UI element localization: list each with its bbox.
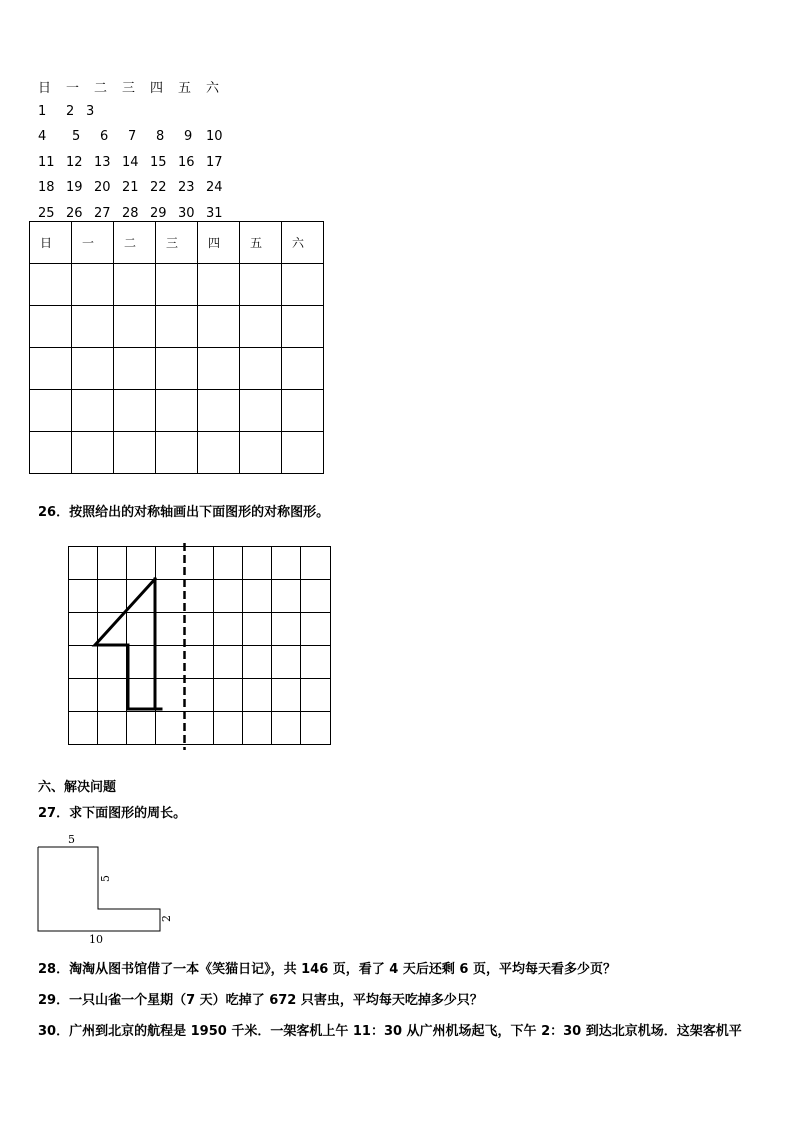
question-text: 求下面图形的周长。 xyxy=(69,806,187,821)
calendar-day: 2 xyxy=(66,104,75,119)
calendar-blank-row xyxy=(30,348,324,390)
header-cell: 一 xyxy=(72,222,114,264)
question-text: 按照给出的对称轴画出下面图形的对称图形。 xyxy=(69,505,330,520)
weekday-sun: 日 xyxy=(38,81,52,96)
blank-cell xyxy=(72,348,114,390)
calendar-day: 5 xyxy=(72,129,81,144)
question-number: 27． xyxy=(38,806,70,821)
blank-cell xyxy=(114,348,156,390)
blank-cell xyxy=(198,432,240,474)
weekday-sat: 六 xyxy=(206,81,220,96)
calendar-day: 14 xyxy=(122,155,139,170)
header-cell: 三 xyxy=(156,222,198,264)
calendar-day: 18 xyxy=(38,180,55,195)
blank-cell xyxy=(72,264,114,306)
blank-cell xyxy=(114,432,156,474)
weekday-wed: 三 xyxy=(122,81,136,96)
header-cell: 五 xyxy=(240,222,282,264)
question-number: 29． xyxy=(38,993,70,1008)
weekday-fri: 五 xyxy=(178,81,192,96)
calendar-day: 20 xyxy=(94,180,111,195)
header-cell: 六 xyxy=(282,222,324,264)
blank-cell xyxy=(114,390,156,432)
blank-cell xyxy=(72,390,114,432)
calendar-day: 13 xyxy=(94,155,111,170)
calendar-day: 16 xyxy=(178,155,195,170)
calendar-day: 26 xyxy=(66,206,83,221)
calendar-day: 29 xyxy=(150,206,167,221)
question-text: 一只山雀一个星期（7 天）吃掉了 672 只害虫，平均每天吃掉多少只？ xyxy=(69,993,483,1008)
calendar-day: 12 xyxy=(66,155,83,170)
calendar-day: 30 xyxy=(178,206,195,221)
blank-calendar-table xyxy=(29,221,324,474)
calendar-day: 24 xyxy=(206,180,223,195)
calendar-day: 27 xyxy=(94,206,111,221)
l-shape-outline xyxy=(38,847,160,931)
blank-cell xyxy=(282,348,324,390)
question-29 xyxy=(38,993,483,1009)
blank-cell xyxy=(240,264,282,306)
blank-cell xyxy=(156,264,198,306)
weekday-tue: 二 xyxy=(94,81,108,96)
blank-cell xyxy=(198,348,240,390)
question-number: 30． xyxy=(38,1024,70,1039)
question-27 xyxy=(38,806,186,822)
label-right-vertical: 5 xyxy=(99,875,112,882)
weekday-thu: 四 xyxy=(150,81,164,96)
blank-cell xyxy=(240,348,282,390)
blank-cell xyxy=(198,264,240,306)
blank-cell xyxy=(282,390,324,432)
blank-cell xyxy=(156,348,198,390)
calendar-day: 25 xyxy=(38,206,55,221)
question-number: 28． xyxy=(38,962,70,977)
blank-cell xyxy=(114,306,156,348)
blank-cell xyxy=(240,432,282,474)
calendar-blank-row xyxy=(30,390,324,432)
question-text: 广州到北京的航程是 1950 千米．一架客机上午 11：30 从广州机场起飞，下午 2：30 到达北京机场．这架客机平 xyxy=(69,1024,742,1039)
label-bottom: 10 xyxy=(89,933,103,946)
calendar-day: 10 xyxy=(206,129,223,144)
calendar-day: 21 xyxy=(122,180,139,195)
label-top: 5 xyxy=(68,833,75,846)
blank-cell xyxy=(198,390,240,432)
calendar-day: 28 xyxy=(122,206,139,221)
blank-cell xyxy=(198,306,240,348)
calendar-day: 17 xyxy=(206,155,223,170)
calendar-blank-row xyxy=(30,264,324,306)
question-30 xyxy=(38,1024,742,1040)
calendar-day: 3 xyxy=(86,104,95,119)
calendar-day: 11 xyxy=(38,155,55,170)
blank-cell xyxy=(30,390,72,432)
question-text: 淘淘从图书馆借了一本《笑猫日记》，共 146 页，看了 4 天后还剩 6 页，平均每天看多少页？ xyxy=(69,962,616,977)
calendar-day: 4 xyxy=(38,129,47,144)
question-number: 26． xyxy=(38,505,70,520)
l-shape-figure xyxy=(30,830,190,950)
header-cell: 日 xyxy=(30,222,72,264)
calendar-day: 6 xyxy=(100,129,109,144)
blank-cell xyxy=(240,306,282,348)
blank-cell xyxy=(30,264,72,306)
blank-cell xyxy=(30,348,72,390)
figure-4-shape xyxy=(95,579,161,709)
blank-cell xyxy=(156,432,198,474)
blank-cell xyxy=(72,306,114,348)
calendar-day: 8 xyxy=(156,129,165,144)
blank-cell xyxy=(282,264,324,306)
calendar-day: 15 xyxy=(150,155,167,170)
header-cell: 四 xyxy=(198,222,240,264)
calendar-day: 19 xyxy=(66,180,83,195)
blank-cell xyxy=(114,264,156,306)
calendar-blank-row xyxy=(30,306,324,348)
blank-cell xyxy=(30,432,72,474)
calendar-day: 22 xyxy=(150,180,167,195)
calendar-day: 23 xyxy=(178,180,195,195)
blank-cell xyxy=(30,306,72,348)
label-right-small: 2 xyxy=(160,915,173,922)
blank-cell xyxy=(282,306,324,348)
blank-cell xyxy=(156,390,198,432)
calendar-day: 1 xyxy=(38,104,47,119)
header-cell: 二 xyxy=(114,222,156,264)
symmetry-grid-figure xyxy=(60,540,340,755)
calendar-day: 7 xyxy=(128,129,137,144)
question-28 xyxy=(38,962,616,978)
blank-cell xyxy=(72,432,114,474)
blank-cell xyxy=(282,432,324,474)
calendar-day: 31 xyxy=(206,206,223,221)
calendar-day: 9 xyxy=(184,129,193,144)
section-title: 六、解决问题 xyxy=(38,780,117,795)
calendar-blank-row xyxy=(30,432,324,474)
blank-cell xyxy=(240,390,282,432)
weekday-mon: 一 xyxy=(66,81,80,96)
question-26 xyxy=(38,505,329,521)
calendar-header-row xyxy=(30,222,324,264)
blank-cell xyxy=(156,306,198,348)
